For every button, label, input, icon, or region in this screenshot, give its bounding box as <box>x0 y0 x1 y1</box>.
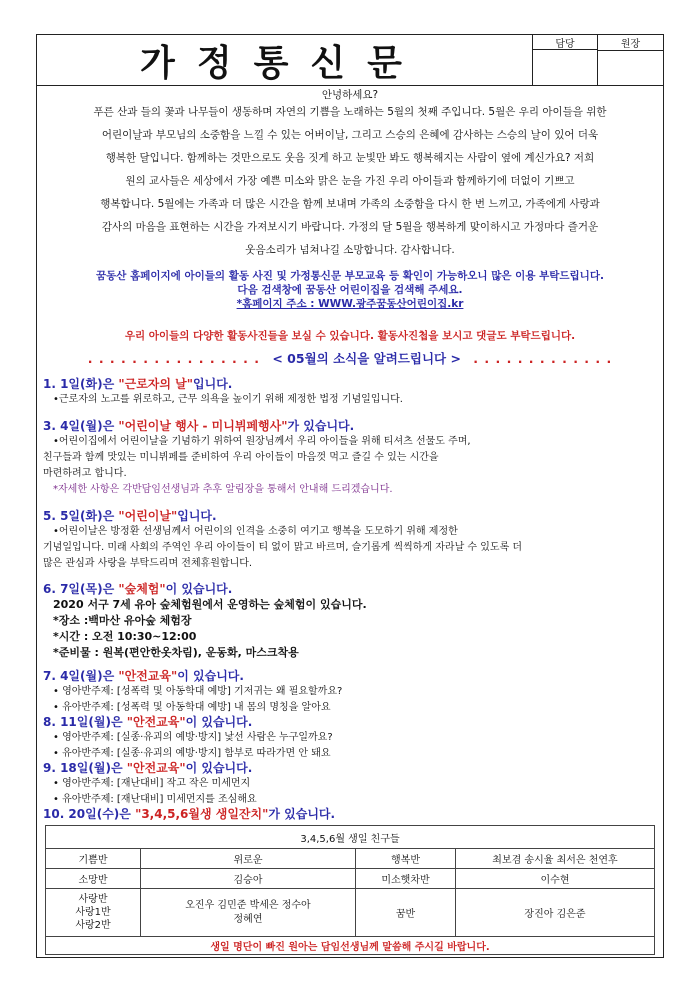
item-body: 마련하려고 합니다. <box>43 468 127 479</box>
item-tail: 이 있습니다. <box>185 761 253 775</box>
intro-line: 원의 교사들은 세상에서 가장 예쁜 미소와 맑은 눈을 가진 우리 아이들과 함께하기에 더없이 기쁘고 <box>125 175 575 187</box>
intro-line: 어린이날과 부모님의 소중함을 느낄 수 있는 어버이날, 그리고 스승의 은혜에 감사하는 스승의 날이 있어 더욱 <box>101 129 599 141</box>
item-body: *장소 :백마산 유아숲 체험장 <box>53 614 192 627</box>
item-tail: 입니다. <box>177 509 217 523</box>
item-date: 1. 1일(화)은 <box>43 377 119 391</box>
approval-manager: 담당 <box>533 35 598 50</box>
item-highlight: "숲체험" <box>118 582 166 596</box>
item-date: 10. 20일(수)은 <box>43 807 136 821</box>
news-item-9 <box>43 759 669 808</box>
item-body: 많은 관심과 사랑을 부탁드리며 전체휴원합니다. <box>43 558 253 569</box>
class-cell: 행복반 <box>356 849 456 869</box>
item-body: 친구들과 함께 맛있는 미니뷔페를 준비하여 우리 아이들이 마음껏 먹고 즐길 수 있는 시간을 <box>43 452 439 463</box>
item-highlight: "안전교육" <box>118 669 178 683</box>
item-body: *시간 : 오전 10:30~12:00 <box>53 630 197 643</box>
names-cell: 장진아 김은준 <box>456 889 655 937</box>
homepage-url[interactable]: *홈페이지 주소 : WWW.광주꿈동산어린이집.kr <box>236 298 464 310</box>
item-tail: 이 있습니다. <box>165 582 233 596</box>
intro-line: 웃음소리가 넘쳐나길 소망합니다. 감사합니다. <box>245 244 455 256</box>
names-cell: 위로운 <box>141 849 356 869</box>
news-item-1 <box>43 375 669 408</box>
names-cell: 오진우 김민준 박세은 정수아 정혜연 <box>141 889 356 937</box>
item-highlight: "안전교육" <box>126 761 186 775</box>
item-note: *자세한 사항은 각반담임선생님과 추후 알림장을 통해서 안내해 드리겠습니다. <box>53 484 393 495</box>
homepage-notice <box>37 269 663 311</box>
item-body: •근로자의 노고를 위로하고, 근무 의욕을 높이기 위해 제정한 법정 기념일입니다. <box>53 394 403 405</box>
item-sub: • 유아반주제: [성폭력 및 아동학대 예방] 내 몸의 명칭을 알아요 <box>53 702 331 713</box>
class-cell: 꿈반 <box>356 889 456 937</box>
birthday-title: 3,4,5,6월 생일 친구들 <box>46 826 655 849</box>
newsletter-frame <box>36 34 664 958</box>
names-cell: 김승아 <box>141 869 356 889</box>
item-highlight: "안전교육" <box>126 715 186 729</box>
item-body: •어린이집에서 어린이날을 기념하기 위하여 원장님께서 우리 아이들을 위해 티셔츠 선물도 주며, <box>53 436 471 447</box>
header <box>37 35 663 86</box>
intro-paragraph <box>37 101 663 262</box>
item-tail: 가 있습니다. <box>287 419 355 433</box>
item-highlight: "어린이날" <box>118 509 178 523</box>
item-tail: 입니다. <box>193 377 233 391</box>
page-title: 가정통신문 <box>140 41 424 84</box>
class-cell: 미소햇차반 <box>356 869 456 889</box>
class-cell: 소망반 <box>46 869 141 889</box>
news-header <box>37 349 663 367</box>
item-highlight: "3,4,5,6월생 생일잔치" <box>135 807 269 821</box>
news-title: < 05월의 소식을 알려드립니다 > <box>272 351 461 366</box>
class-cell: 기쁨반 <box>46 849 141 869</box>
intro-line: 행복합니다. 5월에는 가족과 더 많은 시간을 함께 보내며 가족의 소중함을 다시 한 번 느끼고, 가족에게 사랑과 <box>100 198 600 210</box>
names-cell: 최보겸 송시율 최서은 천연후 <box>456 849 655 869</box>
news-item-7 <box>43 667 669 716</box>
item-sub: • 영아반주제: [성폭력 및 아동학대 예방] 기저귀는 왜 필요할까요? <box>53 686 343 697</box>
item-tail: 이 있습니다. <box>177 669 244 683</box>
birthday-table <box>45 825 655 955</box>
item-highlight: "근로자의 날" <box>118 377 194 391</box>
item-sub: • 영아반주제: [재난대비] 작고 작은 미세먼지 <box>53 778 251 789</box>
news-item-6 <box>43 580 669 661</box>
approval-box <box>532 35 663 85</box>
news-item-3 <box>43 417 669 498</box>
news-item-5 <box>43 507 669 572</box>
homepage-notice-line: 꿈동산 홈페이지에 아이들의 활동 사진 및 가정통신문 부모교육 등 확인이 가능하오니 많은 이용 부탁드립니다. <box>96 270 604 282</box>
item-date: 9. 18일(월)은 <box>43 761 127 775</box>
item-body: 2020 서구 7세 유아 숲체험원에서 운영하는 숲체험이 있습니다. <box>53 598 367 611</box>
item-date: 6. 7일(목)은 <box>43 582 119 596</box>
item-sub: • 영아반주제: [실종·유괴의 예방·방지] 낯선 사람은 누구일까요? <box>53 732 333 743</box>
news-dots-left: . . . . . . . . . . . . . . . . <box>87 351 260 366</box>
item-body: 기념일입니다. 미래 사회의 주역인 우리 아이들이 티 없이 맑고 바르며, 슬기롭게 씩씩하게 자라날 수 있도록 더 <box>43 542 523 553</box>
birthday-footer: 생일 명단이 빠진 원아는 담임선생님께 말씀해 주시길 바랍니다. <box>46 937 655 955</box>
item-sub: • 유아반주제: [실종·유괴의 예방·방지] 함부로 따라가면 안 돼요 <box>53 748 331 759</box>
intro-line: 푸른 산과 들의 꽃과 나무들이 생동하며 자연의 기쁨을 노래하는 5월의 첫째 주입니다. 5월은 우리 아이들을 위한 <box>93 106 607 118</box>
item-tail: 가 있습니다. <box>268 807 336 821</box>
news-item-8 <box>43 713 669 762</box>
intro-line: 감사의 마음을 표현하는 시간을 가져보시기 바랍니다. 가정의 달 5월을 행복하게 맞이하시고 가정마다 즐거운 <box>101 221 599 233</box>
item-sub: • 유아반주제: [재난대비] 미세먼지를 조심해요 <box>53 794 257 805</box>
homepage-notice-line: 다음 검색창에 꿈동산 어린이집을 검색해 주세요. <box>237 284 463 296</box>
news-item-10 <box>43 805 669 822</box>
item-tail: 이 있습니다. <box>185 715 253 729</box>
photo-notice: 우리 아이들의 다양한 활동사진들을 보실 수 있습니다. 활동사진첩을 보시고 댓글도 부탁드립니다. <box>124 330 576 342</box>
item-body: •어린이날은 방정환 선생님께서 어린이의 인격을 소중히 여기고 행복을 도모하기 위해 제정한 <box>53 526 458 537</box>
item-date: 3. 4일(월)은 <box>43 419 119 433</box>
item-highlight: "어린이날 행사 - 미니뷔페행사" <box>118 419 288 433</box>
greeting: 안녕하세요? <box>321 89 379 101</box>
names-cell: 이수현 <box>456 869 655 889</box>
item-date: 8. 11일(월)은 <box>43 715 127 729</box>
news-dots-right: . . . . . . . . . . . . . <box>473 351 613 366</box>
intro-line: 행복한 달입니다. 함께하는 것만으로도 웃음 짓게 하고 눈빛만 봐도 행복해지는 사람이 옆에 계신가요? 저희 <box>105 152 595 164</box>
item-date: 7. 4일(월)은 <box>43 669 119 683</box>
approval-director: 원장 <box>598 35 663 51</box>
item-body: *준비물 : 원복(편안한옷차림), 운동화, 마스크착용 <box>53 646 299 659</box>
item-date: 5. 5일(화)은 <box>43 509 119 523</box>
class-cell: 사랑반 사랑1반 사랑2반 <box>46 889 141 937</box>
